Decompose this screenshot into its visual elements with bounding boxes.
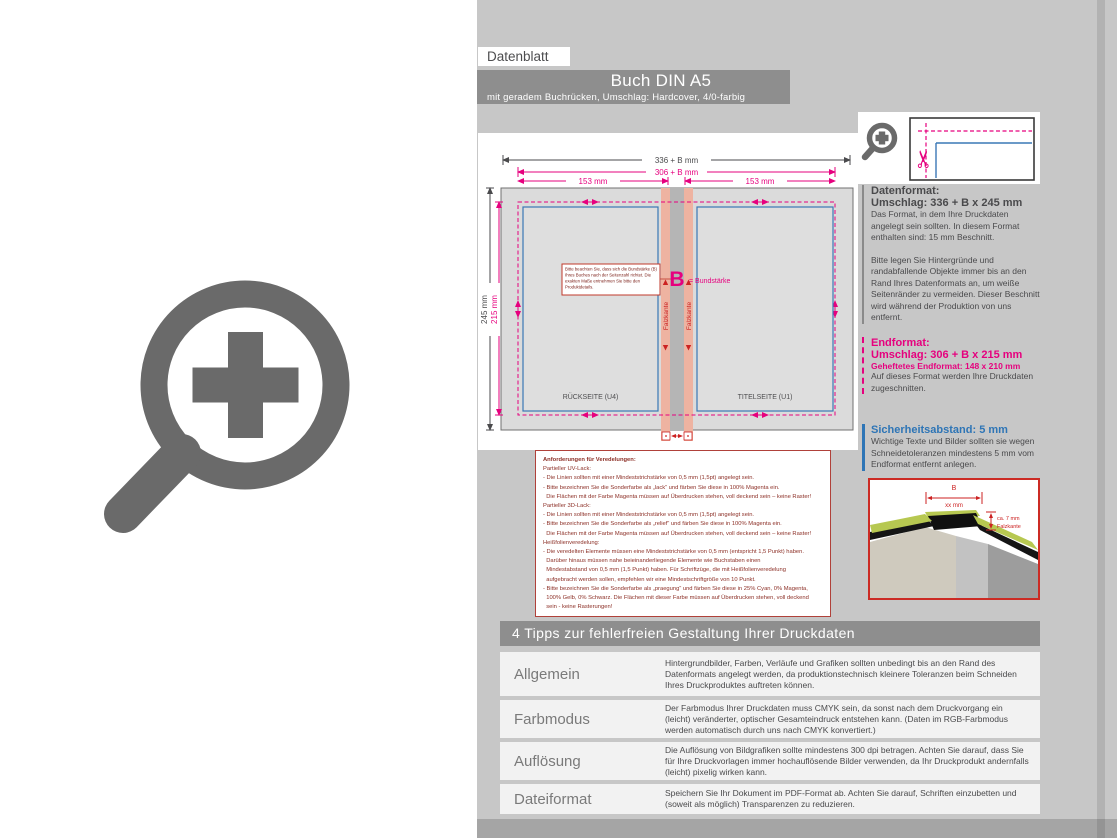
endformat-title: Endformat: bbox=[871, 337, 930, 349]
spine-3d-drawing bbox=[870, 480, 1038, 598]
dim-245-label: 245 mm bbox=[480, 295, 489, 324]
section-sicherheitsabstand bbox=[862, 424, 1040, 471]
spine-width-marker bbox=[662, 432, 692, 440]
note-line: Produktdetails. bbox=[565, 284, 594, 290]
fold-size-label: ca. 7 mm bbox=[997, 516, 1020, 522]
endformat-value: Umschlag: 306 + B x 215 mm bbox=[871, 349, 1023, 361]
requirements-line: Partieller UV-Lack: bbox=[543, 466, 592, 473]
safety-rect-back bbox=[523, 207, 658, 411]
tip-row-farbmodus bbox=[500, 700, 1040, 738]
cover-diagram-drawing bbox=[478, 133, 858, 450]
tip-text: Speichern Sie Ihr Dokument im PDF-Format ab. Achten Sie darauf, Schriften einzubetten und (soweit als möglich) Transparenzen zu reduzieren. bbox=[665, 788, 1017, 809]
requirements-line: Die Flächen mit der Farbe Magenta müssen auf Überdrucken stehen, voll deckend sein – keine Raster! bbox=[543, 530, 812, 537]
datenformat-body1: Das Format, in dem Ihre Druckdaten angelegt sein sollten. In diesem Format enthalten sind: 15 mm Beschnitt. bbox=[871, 209, 1020, 242]
dim-153-left-label: 153 mm bbox=[578, 177, 608, 186]
tip-text: Die Auflösung von Bildgrafiken sollte mindestens 300 dpi betragen. Achten Sie darauf, dass Sie für Ihre Druckvorlagen immer hochauflösende Bilder verwenden, da Ihr Druckprodukt andernfalls (leicht) pixelig wirken kann. bbox=[665, 744, 1029, 777]
requirements-line: Mindestabstand von 0,5 mm (1,5 Punkt) haben. Für Schriftzüge, die mit Heißfolienveredelung bbox=[543, 567, 786, 574]
safety-rect-front bbox=[697, 207, 833, 411]
sicherheitsabstand-title: Sicherheitsabstand: 5 mm bbox=[871, 424, 1008, 436]
requirements-line: Darüber hinaus müssen nahe beieinanderliegende Elemente wie Buchstaben einen bbox=[543, 558, 761, 565]
datenblatt-tag: Datenblatt bbox=[478, 47, 570, 66]
zoom-plus-icon-large bbox=[85, 240, 415, 570]
requirements-line: sein - keine Rasterungen! bbox=[543, 604, 613, 611]
datenformat-value: Umschlag: 336 + B x 245 mm bbox=[871, 197, 1023, 209]
falzkante-left-label: Falzkante bbox=[663, 301, 670, 331]
front-cover-label: TITELSEITE (U1) bbox=[737, 394, 793, 401]
dim-306-label: 306 + B mm bbox=[654, 168, 699, 177]
note-line: Bitte beachten Sie, dass sich die Bundstärke (B) bbox=[565, 266, 657, 272]
tip-label: Allgemein bbox=[514, 665, 580, 683]
section-endformat bbox=[862, 337, 1040, 394]
spine-3d-box bbox=[868, 478, 1040, 600]
requirements-line: aufgebracht werden sollen, empfehlen wir eine Mindestschriftgröße von 10 Punkt. bbox=[543, 576, 756, 583]
note-line: exakten Maße entnehmen Sie bitte den bbox=[565, 278, 641, 284]
spine-b-label: = Bundstärke bbox=[689, 278, 731, 285]
requirements-line: - Bitte bezeichnen Sie die Sonderfarbe als „praegung“ und färben Sie diese in 25% Cyan, 0% Magenta, bbox=[543, 585, 808, 592]
bottom-bar bbox=[477, 819, 1117, 838]
tip-label: Auflösung bbox=[514, 752, 581, 770]
dim-153-right-label: 153 mm bbox=[745, 177, 775, 186]
product-title-bar bbox=[477, 70, 790, 104]
back-cover-label: RÜCKSEITE (U4) bbox=[562, 394, 619, 401]
requirements-line: Die Flächen mit der Farbe Magenta müssen auf Überdrucken stehen, voll deckend sein – keine Raster! bbox=[543, 493, 812, 500]
requirements-line: - Die veredelten Elemente müssen eine Mindeststrichstärke von 0,5 mm (entspricht 1,5 Punkt) haben. bbox=[543, 549, 804, 556]
dim-336-label: 336 + B mm bbox=[654, 156, 699, 165]
spine-b-letter: B bbox=[669, 268, 685, 291]
endformat-stapled: Geheftetes Endformat: 148 x 210 mm bbox=[871, 361, 1021, 371]
requirements-line: - Bitte bezeichnen Sie die Sonderfarbe als „lack“ und färben Sie diese in 100% Magenta ein. bbox=[543, 484, 780, 491]
endformat-body: Auf dieses Format werden Ihre Druckdaten zugeschnitten. bbox=[871, 371, 1034, 393]
tip-text: Der Farbmodus Ihrer Druckdaten muss CMYK sein, da sonst nach dem Druckvorgang ein (leicht) veränderter, optischer Gesamteindruck entstehen kann. (Daten im RGB-Farbmodus werden automatisch durch uns nach CMYK konvertiert.) bbox=[665, 702, 1008, 735]
tip-row-dateiformat bbox=[500, 784, 1040, 814]
sicherheitsabstand-body: Wichtige Texte und Bilder sollten sie wegen Schneidetoleranzen mindestens 5 mm vom Endformat entfernt anlegen. bbox=[871, 436, 1035, 469]
scissors-icon: ✂ bbox=[911, 148, 938, 170]
tip-label: Dateiformat bbox=[514, 790, 592, 808]
requirements-line: Partieller 3D-Lack: bbox=[543, 503, 591, 510]
requirements-line: - Bitte bezeichnen Sie die Sonderfarbe als „relief“ und färben Sie diese in 100% Magenta ein. bbox=[543, 521, 782, 528]
tips-header: 4 Tipps zur fehlerfreien Gestaltung Ihrer Druckdaten bbox=[500, 621, 1040, 646]
tip-row-aufloesung bbox=[500, 742, 1040, 780]
tip-label: Farbmodus bbox=[514, 710, 590, 728]
spine-dim-letter: B bbox=[951, 485, 957, 492]
tip-text: Hintergrundbilder, Farben, Verläufe und Grafiken sollten unbedingt bis an den Rand des Datenformats angelegt werden, da produktionstechnisch kleinere Toleranzen beim Schneiden Ihres Druckproduktes auftreten können. bbox=[665, 657, 1017, 690]
requirements-line: - Die Linien sollten mit einer Mindeststrichstärke von 0,5 mm (1,5pt) angelegt sein. bbox=[543, 512, 755, 519]
datasheet-panel bbox=[477, 0, 1117, 838]
requirements-line: Heißfolienveredelung: bbox=[543, 539, 600, 546]
zoom-plus-icon-small bbox=[865, 126, 895, 158]
section-datenformat bbox=[862, 185, 1040, 324]
requirements-line: 100% Gelb, 0% Schwarz. Die Flächen mit dieser Farbe müssen auf Überdrucken stehen, voll deckend bbox=[543, 595, 809, 602]
datenformat-title: Datenformat: bbox=[871, 185, 940, 197]
datenformat-body2: Bitte legen Sie Hintergründe und randabfallende Objekte immer bis an den Rand Ihres Datenformats an, um weiße Seitenränder zu vermeiden. Dieser Beschnitt wird während der Produktion von uns entfernt. bbox=[871, 254, 1040, 322]
tip-row-allgemein bbox=[500, 652, 1040, 696]
requirements-line: - Die Linien sollten mit einer Mindeststrichstärke von 0,5 mm (1,5pt) angelegt sein. bbox=[543, 475, 755, 482]
veredelung-requirements-box bbox=[535, 450, 831, 617]
cover-diagram bbox=[478, 133, 858, 450]
product-subtitle: mit geradem Buchrücken, Umschlag: Hardcover, 4/0-farbig bbox=[487, 92, 746, 103]
page-edge-shade bbox=[1097, 0, 1105, 838]
fold-name-label: Falzkante bbox=[997, 524, 1021, 530]
dim-215-label: 215 mm bbox=[490, 295, 499, 324]
note-line: Ihres Buches nach der Seitenzahl richtet. Die bbox=[565, 272, 651, 278]
cut-corner-detail-drawing bbox=[858, 112, 1040, 184]
spine-area bbox=[670, 188, 684, 430]
product-title: Buch DIN A5 bbox=[610, 71, 712, 90]
requirements-title: Anforderungen für Veredelungen: bbox=[543, 457, 636, 463]
falzkante-right-label: Falzkante bbox=[686, 301, 693, 331]
cut-corner-detail-box bbox=[858, 112, 1040, 184]
spine-dim-value: xx mm bbox=[945, 503, 963, 509]
